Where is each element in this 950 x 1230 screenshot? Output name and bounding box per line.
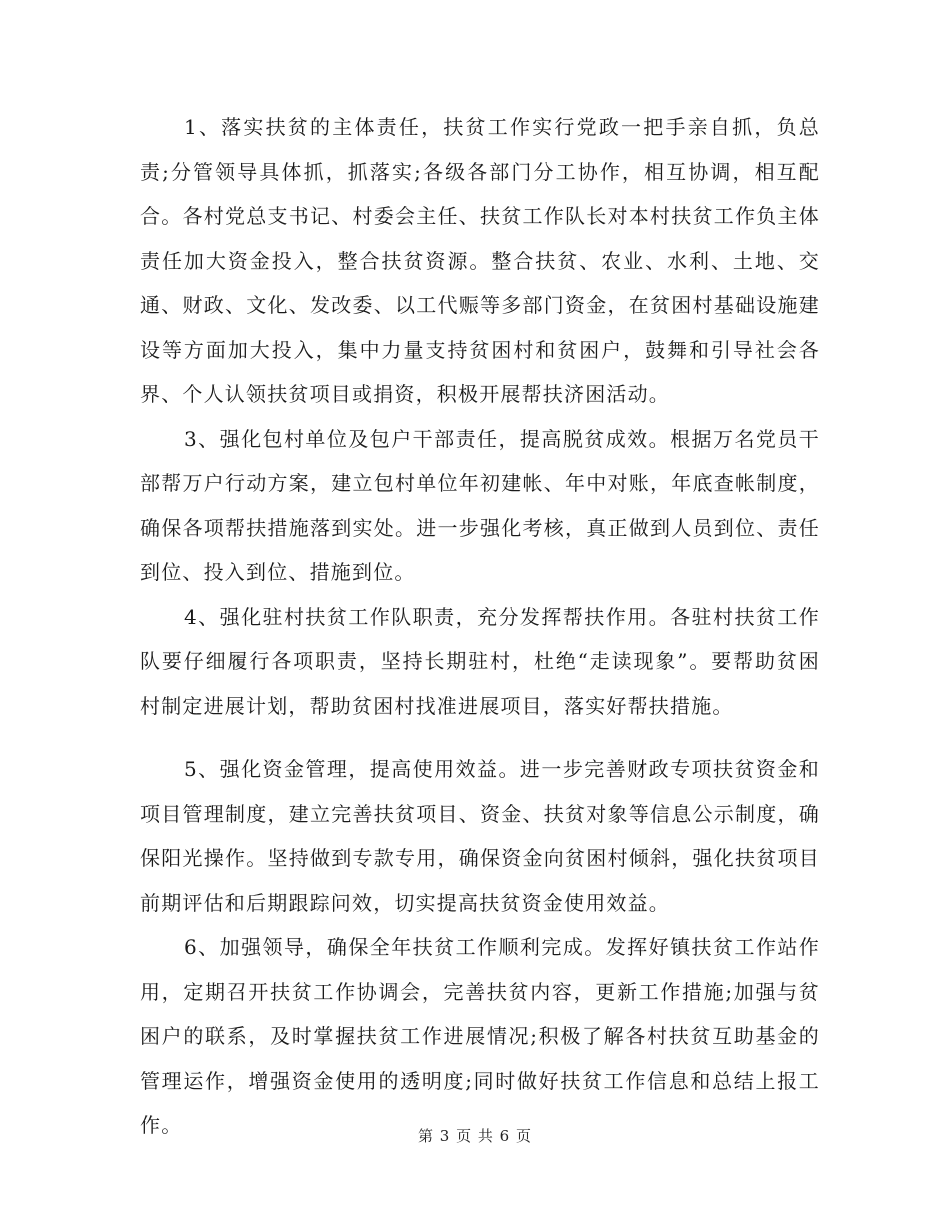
paragraph-3: 3、强化包村单位及包户干部责任，提高脱贫成效。根据万名党员干部帮万户行动方案，建立包村单位年初建帐、年中对账，年底查帐制度，确保各项帮扶措施落到实处。进一步强化考核，真正做到人员到位、责任到位、投入到位、措施到位。 <box>140 426 820 584</box>
paragraph-1: 1、落实扶贫的主体责任，扶贫工作实行党政一把手亲自抓，负总责;分管领导具体抓，抓落实;各级各部门分工协作，相互协调，相互配合。各村党总支书记、村委会主任、扶贫工作队长对本村扶贫工作负主体责任加大资金投入，整合扶贫资源。整合扶贫、农业、水利、土地、交通、财政、文化、发改委、以工代赈等多部门资金，在贫困村基础设施建设等方面加大投入，集中力量支持贫困村和贫困户，鼓舞和引导社会各界、个人认领扶贫项目或捐资，积极开展帮扶济困活动。 <box>140 115 820 406</box>
document-body <box>140 105 820 1148</box>
paragraph-5: 5、强化资金管理，提高使用效益。进一步完善财政专项扶贫资金和项目管理制度，建立完善扶贫项目、资金、扶贫对象等信息公示制度，确保阳光操作。坚持做到专款专用，确保资金向贫困村倾斜，强化扶贫项目前期评估和后期跟踪问效，切实提高扶贫资金使用效益。 <box>140 757 820 915</box>
paragraph-6: 6、加强领导，确保全年扶贫工作顺利完成。发挥好镇扶贫工作站作用，定期召开扶贫工作协调会，完善扶贫内容，更新工作措施;加强与贫困户的联系，及时掌握扶贫工作进展情况;积极了解各村扶贫互助基金的管理运作，增强资金使用的透明度;同时做好扶贫工作信息和总结上报工作。 <box>140 935 820 1137</box>
paragraph-4: 4、强化驻村扶贫工作队职责，充分发挥帮扶作用。各驻村扶贫工作队要仔细履行各项职责，坚持长期驻村，杜绝“走读现象”。要帮助贫困村制定进展计划，帮助贫困村找准进展项目，落实好帮扶措施。 <box>140 604 820 718</box>
page-number-footer: 第 3 页 共 6 页 <box>418 1127 532 1145</box>
